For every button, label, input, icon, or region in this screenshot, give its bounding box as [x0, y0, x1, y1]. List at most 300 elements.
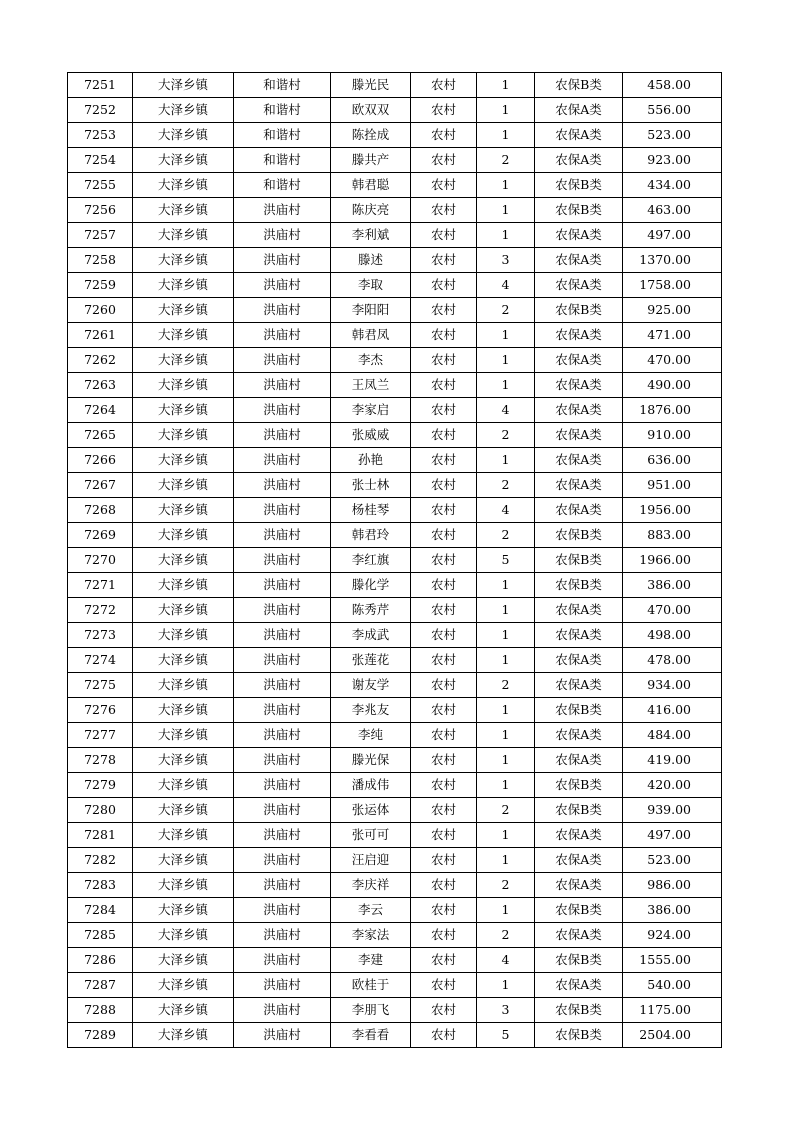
- amount-cell: 478.00: [623, 648, 722, 673]
- household-size-cell: 1: [477, 973, 535, 998]
- insurance-category-cell: 农保A类: [535, 348, 623, 373]
- name-cell: 张士林: [331, 473, 411, 498]
- table-row: [68, 748, 722, 773]
- name-cell: 李兆友: [331, 698, 411, 723]
- village-cell: 洪庙村: [234, 648, 331, 673]
- name-cell: 李庆祥: [331, 873, 411, 898]
- table-row: [68, 148, 722, 173]
- amount-cell: 934.00: [623, 673, 722, 698]
- amount-cell: 883.00: [623, 523, 722, 548]
- township-cell: 大泽乡镇: [133, 173, 234, 198]
- row-number-cell: 7280: [68, 798, 133, 823]
- insurance-category-cell: 农保A类: [535, 448, 623, 473]
- row-number-cell: 7270: [68, 548, 133, 573]
- area-type-cell: 农村: [411, 373, 477, 398]
- insurance-category-cell: 农保A类: [535, 273, 623, 298]
- table-row: [68, 823, 722, 848]
- table-body: [68, 73, 722, 1048]
- amount-cell: 923.00: [623, 148, 722, 173]
- household-size-cell: 1: [477, 448, 535, 473]
- name-cell: 李纯: [331, 723, 411, 748]
- amount-cell: 924.00: [623, 923, 722, 948]
- area-type-cell: 农村: [411, 148, 477, 173]
- insurance-category-cell: 农保B类: [535, 173, 623, 198]
- amount-cell: 470.00: [623, 598, 722, 623]
- table-row: [68, 448, 722, 473]
- row-number-cell: 7263: [68, 373, 133, 398]
- township-cell: 大泽乡镇: [133, 98, 234, 123]
- table-row: [68, 573, 722, 598]
- row-number-cell: 7289: [68, 1023, 133, 1048]
- insurance-category-cell: 农保B类: [535, 998, 623, 1023]
- name-cell: 韩君玲: [331, 523, 411, 548]
- household-size-cell: 1: [477, 198, 535, 223]
- amount-cell: 925.00: [623, 298, 722, 323]
- household-size-cell: 1: [477, 648, 535, 673]
- township-cell: 大泽乡镇: [133, 848, 234, 873]
- township-cell: 大泽乡镇: [133, 873, 234, 898]
- table-row: [68, 1023, 722, 1048]
- row-number-cell: 7284: [68, 898, 133, 923]
- name-cell: 张莲花: [331, 648, 411, 673]
- row-number-cell: 7277: [68, 723, 133, 748]
- table-row: [68, 898, 722, 923]
- table-row: [68, 173, 722, 198]
- amount-cell: 490.00: [623, 373, 722, 398]
- household-size-cell: 1: [477, 748, 535, 773]
- household-size-cell: 2: [477, 473, 535, 498]
- insurance-category-cell: 农保A类: [535, 923, 623, 948]
- township-cell: 大泽乡镇: [133, 798, 234, 823]
- amount-cell: 2504.00: [623, 1023, 722, 1048]
- table-row: [68, 973, 722, 998]
- insurance-category-cell: 农保A类: [535, 973, 623, 998]
- area-type-cell: 农村: [411, 173, 477, 198]
- area-type-cell: 农村: [411, 848, 477, 873]
- household-size-cell: 1: [477, 698, 535, 723]
- table-row: [68, 923, 722, 948]
- area-type-cell: 农村: [411, 898, 477, 923]
- amount-cell: 497.00: [623, 823, 722, 848]
- household-size-cell: 1: [477, 348, 535, 373]
- row-number-cell: 7255: [68, 173, 133, 198]
- village-cell: 洪庙村: [234, 573, 331, 598]
- table-row: [68, 948, 722, 973]
- household-size-cell: 4: [477, 498, 535, 523]
- village-cell: 洪庙村: [234, 448, 331, 473]
- township-cell: 大泽乡镇: [133, 573, 234, 598]
- area-type-cell: 农村: [411, 723, 477, 748]
- table-row: [68, 348, 722, 373]
- village-cell: 和谐村: [234, 173, 331, 198]
- township-cell: 大泽乡镇: [133, 348, 234, 373]
- area-type-cell: 农村: [411, 873, 477, 898]
- area-type-cell: 农村: [411, 248, 477, 273]
- township-cell: 大泽乡镇: [133, 998, 234, 1023]
- village-cell: 和谐村: [234, 73, 331, 98]
- township-cell: 大泽乡镇: [133, 373, 234, 398]
- village-cell: 洪庙村: [234, 673, 331, 698]
- amount-cell: 497.00: [623, 223, 722, 248]
- insurance-category-cell: 农保B类: [535, 1023, 623, 1048]
- insurance-category-cell: 农保B类: [535, 198, 623, 223]
- amount-cell: 463.00: [623, 198, 722, 223]
- name-cell: 张威威: [331, 423, 411, 448]
- area-type-cell: 农村: [411, 673, 477, 698]
- name-cell: 李家启: [331, 398, 411, 423]
- row-number-cell: 7260: [68, 298, 133, 323]
- row-number-cell: 7288: [68, 998, 133, 1023]
- name-cell: 孙艳: [331, 448, 411, 473]
- village-cell: 洪庙村: [234, 273, 331, 298]
- row-number-cell: 7265: [68, 423, 133, 448]
- row-number-cell: 7268: [68, 498, 133, 523]
- village-cell: 洪庙村: [234, 348, 331, 373]
- name-cell: 谢友学: [331, 673, 411, 698]
- household-size-cell: 4: [477, 273, 535, 298]
- amount-cell: 523.00: [623, 848, 722, 873]
- township-cell: 大泽乡镇: [133, 123, 234, 148]
- area-type-cell: 农村: [411, 473, 477, 498]
- household-size-cell: 1: [477, 623, 535, 648]
- village-cell: 洪庙村: [234, 598, 331, 623]
- area-type-cell: 农村: [411, 273, 477, 298]
- insurance-category-cell: 农保A类: [535, 673, 623, 698]
- area-type-cell: 农村: [411, 223, 477, 248]
- table-row: [68, 648, 722, 673]
- insurance-category-cell: 农保B类: [535, 798, 623, 823]
- household-size-cell: 1: [477, 573, 535, 598]
- name-cell: 滕化学: [331, 573, 411, 598]
- name-cell: 滕共产: [331, 148, 411, 173]
- area-type-cell: 农村: [411, 523, 477, 548]
- village-cell: 和谐村: [234, 148, 331, 173]
- village-cell: 洪庙村: [234, 748, 331, 773]
- table-row: [68, 198, 722, 223]
- household-size-cell: 2: [477, 873, 535, 898]
- row-number-cell: 7275: [68, 673, 133, 698]
- area-type-cell: 农村: [411, 123, 477, 148]
- village-cell: 洪庙村: [234, 798, 331, 823]
- household-size-cell: 3: [477, 248, 535, 273]
- insurance-category-cell: 农保A类: [535, 873, 623, 898]
- township-cell: 大泽乡镇: [133, 748, 234, 773]
- name-cell: 陈拴成: [331, 123, 411, 148]
- township-cell: 大泽乡镇: [133, 523, 234, 548]
- row-number-cell: 7253: [68, 123, 133, 148]
- township-cell: 大泽乡镇: [133, 548, 234, 573]
- row-number-cell: 7264: [68, 398, 133, 423]
- village-cell: 洪庙村: [234, 973, 331, 998]
- area-type-cell: 农村: [411, 748, 477, 773]
- township-cell: 大泽乡镇: [133, 423, 234, 448]
- name-cell: 李利斌: [331, 223, 411, 248]
- area-type-cell: 农村: [411, 498, 477, 523]
- row-number-cell: 7261: [68, 323, 133, 348]
- household-size-cell: 1: [477, 98, 535, 123]
- amount-cell: 986.00: [623, 873, 722, 898]
- village-cell: 洪庙村: [234, 473, 331, 498]
- village-cell: 洪庙村: [234, 723, 331, 748]
- name-cell: 李建: [331, 948, 411, 973]
- area-type-cell: 农村: [411, 323, 477, 348]
- row-number-cell: 7271: [68, 573, 133, 598]
- village-cell: 和谐村: [234, 123, 331, 148]
- amount-cell: 484.00: [623, 723, 722, 748]
- area-type-cell: 农村: [411, 298, 477, 323]
- table-row: [68, 373, 722, 398]
- household-size-cell: 4: [477, 398, 535, 423]
- area-type-cell: 农村: [411, 398, 477, 423]
- household-size-cell: 4: [477, 948, 535, 973]
- area-type-cell: 农村: [411, 598, 477, 623]
- area-type-cell: 农村: [411, 573, 477, 598]
- township-cell: 大泽乡镇: [133, 698, 234, 723]
- area-type-cell: 农村: [411, 973, 477, 998]
- row-number-cell: 7269: [68, 523, 133, 548]
- township-cell: 大泽乡镇: [133, 148, 234, 173]
- table-row: [68, 998, 722, 1023]
- insurance-category-cell: 农保A类: [535, 473, 623, 498]
- village-cell: 洪庙村: [234, 898, 331, 923]
- household-size-cell: 1: [477, 598, 535, 623]
- name-cell: 李红旗: [331, 548, 411, 573]
- insurance-category-cell: 农保B类: [535, 898, 623, 923]
- village-cell: 洪庙村: [234, 923, 331, 948]
- village-cell: 洪庙村: [234, 398, 331, 423]
- amount-cell: 540.00: [623, 973, 722, 998]
- household-size-cell: 1: [477, 723, 535, 748]
- township-cell: 大泽乡镇: [133, 448, 234, 473]
- amount-cell: 523.00: [623, 123, 722, 148]
- household-size-cell: 1: [477, 223, 535, 248]
- table-row: [68, 473, 722, 498]
- township-cell: 大泽乡镇: [133, 648, 234, 673]
- table-row: [68, 673, 722, 698]
- name-cell: 滕光保: [331, 748, 411, 773]
- name-cell: 韩君聪: [331, 173, 411, 198]
- amount-cell: 386.00: [623, 573, 722, 598]
- name-cell: 李杰: [331, 348, 411, 373]
- row-number-cell: 7259: [68, 273, 133, 298]
- table-row: [68, 223, 722, 248]
- table-row: [68, 498, 722, 523]
- insurance-category-cell: 农保B类: [535, 773, 623, 798]
- village-cell: 洪庙村: [234, 498, 331, 523]
- name-cell: 陈秀芹: [331, 598, 411, 623]
- township-cell: 大泽乡镇: [133, 1023, 234, 1048]
- household-size-cell: 5: [477, 548, 535, 573]
- insurance-category-cell: 农保A类: [535, 98, 623, 123]
- area-type-cell: 农村: [411, 773, 477, 798]
- amount-cell: 386.00: [623, 898, 722, 923]
- table-row: [68, 98, 722, 123]
- township-cell: 大泽乡镇: [133, 598, 234, 623]
- insurance-category-cell: 农保B类: [535, 73, 623, 98]
- amount-cell: 1555.00: [623, 948, 722, 973]
- row-number-cell: 7285: [68, 923, 133, 948]
- name-cell: 李取: [331, 273, 411, 298]
- table-row: [68, 248, 722, 273]
- table-row: [68, 623, 722, 648]
- row-number-cell: 7287: [68, 973, 133, 998]
- amount-cell: 1876.00: [623, 398, 722, 423]
- area-type-cell: 农村: [411, 423, 477, 448]
- village-cell: 洪庙村: [234, 548, 331, 573]
- township-cell: 大泽乡镇: [133, 398, 234, 423]
- name-cell: 李朋飞: [331, 998, 411, 1023]
- household-size-cell: 2: [477, 673, 535, 698]
- household-size-cell: 1: [477, 773, 535, 798]
- household-size-cell: 5: [477, 1023, 535, 1048]
- amount-cell: 434.00: [623, 173, 722, 198]
- table-row: [68, 773, 722, 798]
- insurance-category-cell: 农保A类: [535, 373, 623, 398]
- village-cell: 洪庙村: [234, 948, 331, 973]
- area-type-cell: 农村: [411, 548, 477, 573]
- amount-cell: 416.00: [623, 698, 722, 723]
- name-cell: 李阳阳: [331, 298, 411, 323]
- amount-cell: 1175.00: [623, 998, 722, 1023]
- row-number-cell: 7251: [68, 73, 133, 98]
- township-cell: 大泽乡镇: [133, 773, 234, 798]
- insurance-category-cell: 农保A类: [535, 748, 623, 773]
- amount-cell: 1956.00: [623, 498, 722, 523]
- area-type-cell: 农村: [411, 698, 477, 723]
- area-type-cell: 农村: [411, 923, 477, 948]
- table-row: [68, 423, 722, 448]
- township-cell: 大泽乡镇: [133, 823, 234, 848]
- township-cell: 大泽乡镇: [133, 498, 234, 523]
- village-cell: 洪庙村: [234, 823, 331, 848]
- name-cell: 李看看: [331, 1023, 411, 1048]
- village-cell: 洪庙村: [234, 373, 331, 398]
- table-row: [68, 723, 722, 748]
- township-cell: 大泽乡镇: [133, 898, 234, 923]
- amount-cell: 939.00: [623, 798, 722, 823]
- insurance-category-cell: 农保B类: [535, 573, 623, 598]
- household-size-cell: 2: [477, 798, 535, 823]
- amount-cell: 1966.00: [623, 548, 722, 573]
- data-table: [67, 72, 722, 1048]
- insurance-category-cell: 农保B类: [535, 698, 623, 723]
- row-number-cell: 7254: [68, 148, 133, 173]
- insurance-category-cell: 农保A类: [535, 498, 623, 523]
- township-cell: 大泽乡镇: [133, 623, 234, 648]
- name-cell: 欧桂于: [331, 973, 411, 998]
- household-size-cell: 1: [477, 898, 535, 923]
- insurance-category-cell: 农保A类: [535, 648, 623, 673]
- household-size-cell: 2: [477, 148, 535, 173]
- name-cell: 杨桂琴: [331, 498, 411, 523]
- township-cell: 大泽乡镇: [133, 473, 234, 498]
- row-number-cell: 7266: [68, 448, 133, 473]
- row-number-cell: 7278: [68, 748, 133, 773]
- township-cell: 大泽乡镇: [133, 948, 234, 973]
- insurance-category-cell: 农保B类: [535, 523, 623, 548]
- name-cell: 李家法: [331, 923, 411, 948]
- village-cell: 洪庙村: [234, 298, 331, 323]
- row-number-cell: 7272: [68, 598, 133, 623]
- name-cell: 滕述: [331, 248, 411, 273]
- table-row: [68, 398, 722, 423]
- row-number-cell: 7252: [68, 98, 133, 123]
- table-row: [68, 523, 722, 548]
- area-type-cell: 农村: [411, 998, 477, 1023]
- household-size-cell: 1: [477, 373, 535, 398]
- row-number-cell: 7286: [68, 948, 133, 973]
- township-cell: 大泽乡镇: [133, 323, 234, 348]
- area-type-cell: 农村: [411, 798, 477, 823]
- name-cell: 潘成伟: [331, 773, 411, 798]
- area-type-cell: 农村: [411, 198, 477, 223]
- row-number-cell: 7282: [68, 848, 133, 873]
- amount-cell: 556.00: [623, 98, 722, 123]
- township-cell: 大泽乡镇: [133, 923, 234, 948]
- row-number-cell: 7256: [68, 198, 133, 223]
- row-number-cell: 7257: [68, 223, 133, 248]
- table-row: [68, 323, 722, 348]
- area-type-cell: 农村: [411, 948, 477, 973]
- township-cell: 大泽乡镇: [133, 73, 234, 98]
- insurance-category-cell: 农保A类: [535, 723, 623, 748]
- insurance-category-cell: 农保B类: [535, 298, 623, 323]
- township-cell: 大泽乡镇: [133, 248, 234, 273]
- row-number-cell: 7262: [68, 348, 133, 373]
- name-cell: 欧双双: [331, 98, 411, 123]
- township-cell: 大泽乡镇: [133, 273, 234, 298]
- area-type-cell: 农村: [411, 448, 477, 473]
- area-type-cell: 农村: [411, 823, 477, 848]
- amount-cell: 498.00: [623, 623, 722, 648]
- insurance-category-cell: 农保A类: [535, 123, 623, 148]
- table-row: [68, 798, 722, 823]
- household-size-cell: 2: [477, 298, 535, 323]
- insurance-category-cell: 农保A类: [535, 623, 623, 648]
- village-cell: 洪庙村: [234, 198, 331, 223]
- household-size-cell: 1: [477, 123, 535, 148]
- amount-cell: 419.00: [623, 748, 722, 773]
- amount-cell: 951.00: [623, 473, 722, 498]
- amount-cell: 471.00: [623, 323, 722, 348]
- household-size-cell: 2: [477, 923, 535, 948]
- village-cell: 洪庙村: [234, 873, 331, 898]
- amount-cell: 1758.00: [623, 273, 722, 298]
- area-type-cell: 农村: [411, 1023, 477, 1048]
- amount-cell: 458.00: [623, 73, 722, 98]
- area-type-cell: 农村: [411, 73, 477, 98]
- name-cell: 滕光民: [331, 73, 411, 98]
- table-row: [68, 598, 722, 623]
- area-type-cell: 农村: [411, 98, 477, 123]
- township-cell: 大泽乡镇: [133, 223, 234, 248]
- household-size-cell: 1: [477, 73, 535, 98]
- village-cell: 洪庙村: [234, 1023, 331, 1048]
- amount-cell: 636.00: [623, 448, 722, 473]
- row-number-cell: 7276: [68, 698, 133, 723]
- name-cell: 汪启迎: [331, 848, 411, 873]
- table-row: [68, 73, 722, 98]
- village-cell: 洪庙村: [234, 323, 331, 348]
- amount-cell: 910.00: [623, 423, 722, 448]
- insurance-category-cell: 农保A类: [535, 423, 623, 448]
- name-cell: 陈庆亮: [331, 198, 411, 223]
- name-cell: 张可可: [331, 823, 411, 848]
- table-row: [68, 123, 722, 148]
- table-row: [68, 873, 722, 898]
- area-type-cell: 农村: [411, 348, 477, 373]
- township-cell: 大泽乡镇: [133, 198, 234, 223]
